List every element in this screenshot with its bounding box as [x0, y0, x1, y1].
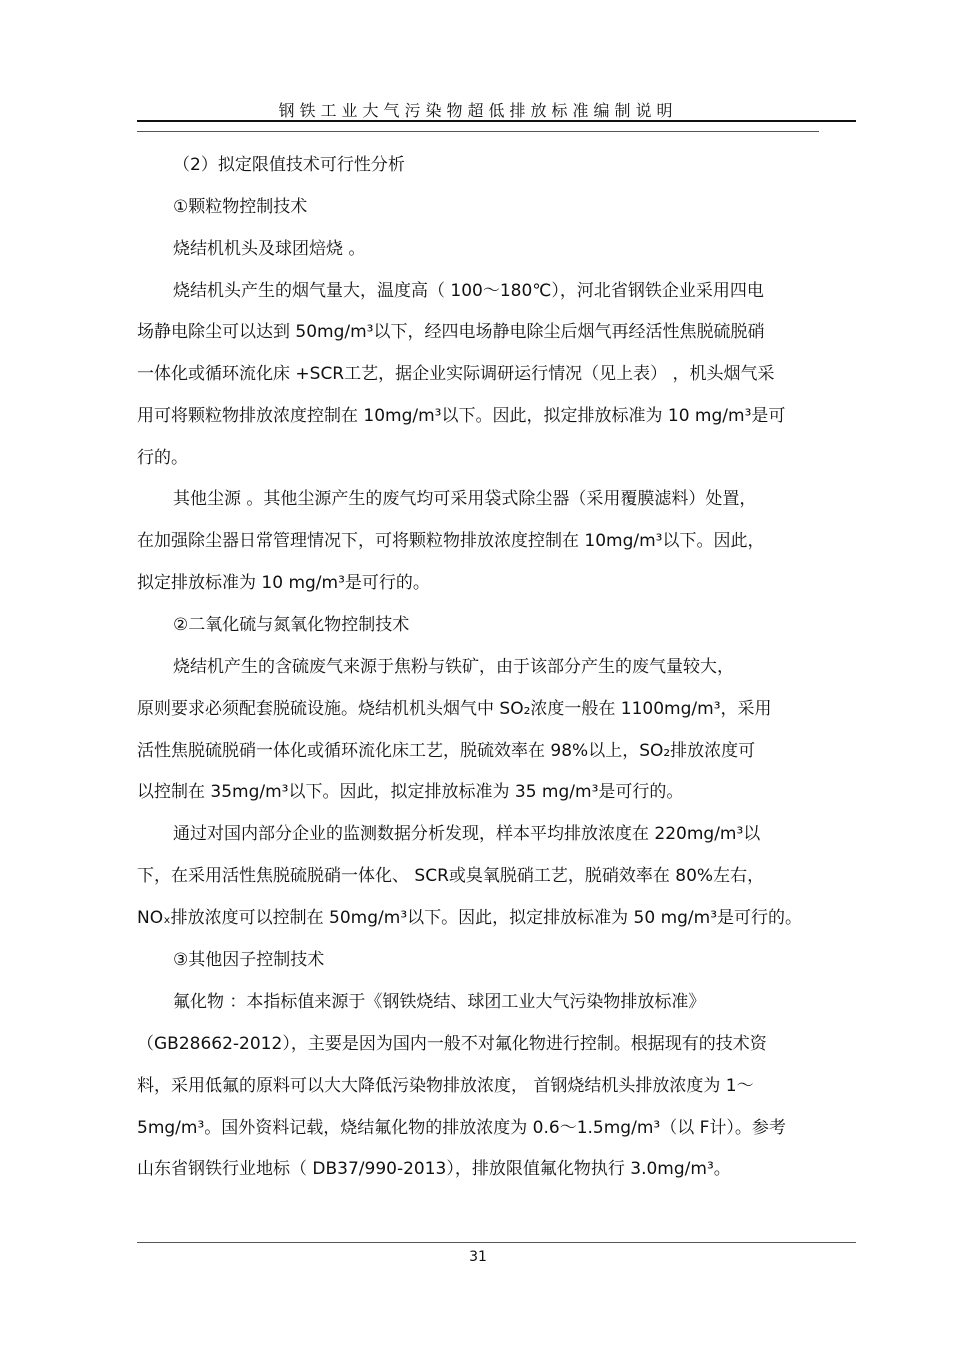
paragraph-line: 活性焦脱硫脱硝一体化或循环流化床工艺，脱硫效率在 98%以上，SO₂排放浓度可	[137, 741, 756, 761]
paragraph-line: 以控制在 35mg/m³以下。因此，拟定排放标准为 35 mg/m³是可行的。	[137, 782, 684, 802]
paragraph-line: 通过对国内部分企业的监测数据分析发现，样本平均排放浓度在 220mg/m³以	[173, 824, 761, 844]
paragraph-line: 氟化物 ：本指标值来源于《钢铁烧结、球团工业大气污染物排放标准》	[173, 992, 706, 1012]
paragraph-line: 行的。	[137, 448, 188, 468]
subsection-heading: ②二氧化硫与氮氧化物控制技术	[173, 615, 410, 635]
paragraph-line: 烧结机头产生的烟气量大，温度高（ 100～180℃），河北省钢铁企业采用四电	[173, 281, 764, 301]
paragraph-line: 山东省钢铁行业地标（ DB37/990-2013），排放限值氟化物执行 3.0mg/m³。	[137, 1159, 731, 1179]
subsection-heading: ③其他因子控制技术	[173, 950, 325, 970]
paragraph-line: 5mg/m³。国外资料记载，烧结氟化物的排放浓度为 0.6～1.5mg/m³（以 F计）。参考	[137, 1118, 786, 1138]
running-header-title: 钢铁工业大气污染物超低排放标准编制说明	[278, 101, 678, 120]
paragraph-line: 场静电除尘可以达到 50mg/m³以下，经四电场静电除尘后烟气再经活性焦脱硫脱硝	[137, 322, 765, 342]
subsection-heading: ①颗粒物控制技术	[173, 197, 308, 217]
footer-rule	[137, 1242, 856, 1243]
paragraph-line: 用可将颗粒物排放浓度控制在 10mg/m³以下。因此，拟定排放标准为 10 mg/m³是可	[137, 406, 786, 426]
section-heading: （2）拟定限值技术可行性分析	[173, 155, 405, 175]
paragraph-line: 料，采用低氟的原料可以大大降低污染物排放浓度， 首钢烧结机头排放浓度为 1～	[137, 1076, 754, 1096]
page-number: 31	[469, 1249, 487, 1265]
header-rule-thin	[137, 131, 819, 132]
paragraph-line: 烧结机机头及球团焙烧 。	[173, 239, 366, 259]
header-rule	[137, 120, 856, 122]
paragraph-line: 一体化或循环流化床 +SCR工艺，据企业实际调研运行情况（见上表） ，机头烟气采	[137, 364, 775, 384]
paragraph-line: NOₓ排放浓度可以控制在 50mg/m³以下。因此，拟定排放标准为 50 mg/m³是可行的。	[137, 908, 803, 928]
paragraph-line: 在加强除尘器日常管理情况下，可将颗粒物排放浓度控制在 10mg/m³以下。因此，	[137, 531, 765, 551]
paragraph-line: 其他尘源 。其他尘源产生的废气均可采用袋式除尘器（采用覆膜滤料）处置，	[173, 489, 757, 509]
paragraph-line: （GB28662-2012），主要是因为国内一般不对氟化物进行控制。根据现有的技术资	[137, 1034, 767, 1054]
paragraph-line: 拟定排放标准为 10 mg/m³是可行的。	[137, 573, 430, 593]
paragraph-line: 下，在采用活性焦脱硫脱硝一体化、 SCR或臭氧脱硝工艺，脱硝效率在 80%左右，	[137, 866, 765, 886]
paragraph-line: 原则要求必须配套脱硫设施。烧结机机头烟气中 SO₂浓度一般在 1100mg/m³，采用	[137, 699, 772, 719]
paragraph-line: 烧结机产生的含硫废气来源于焦粉与铁矿，由于该部分产生的废气量较大，	[173, 657, 734, 677]
